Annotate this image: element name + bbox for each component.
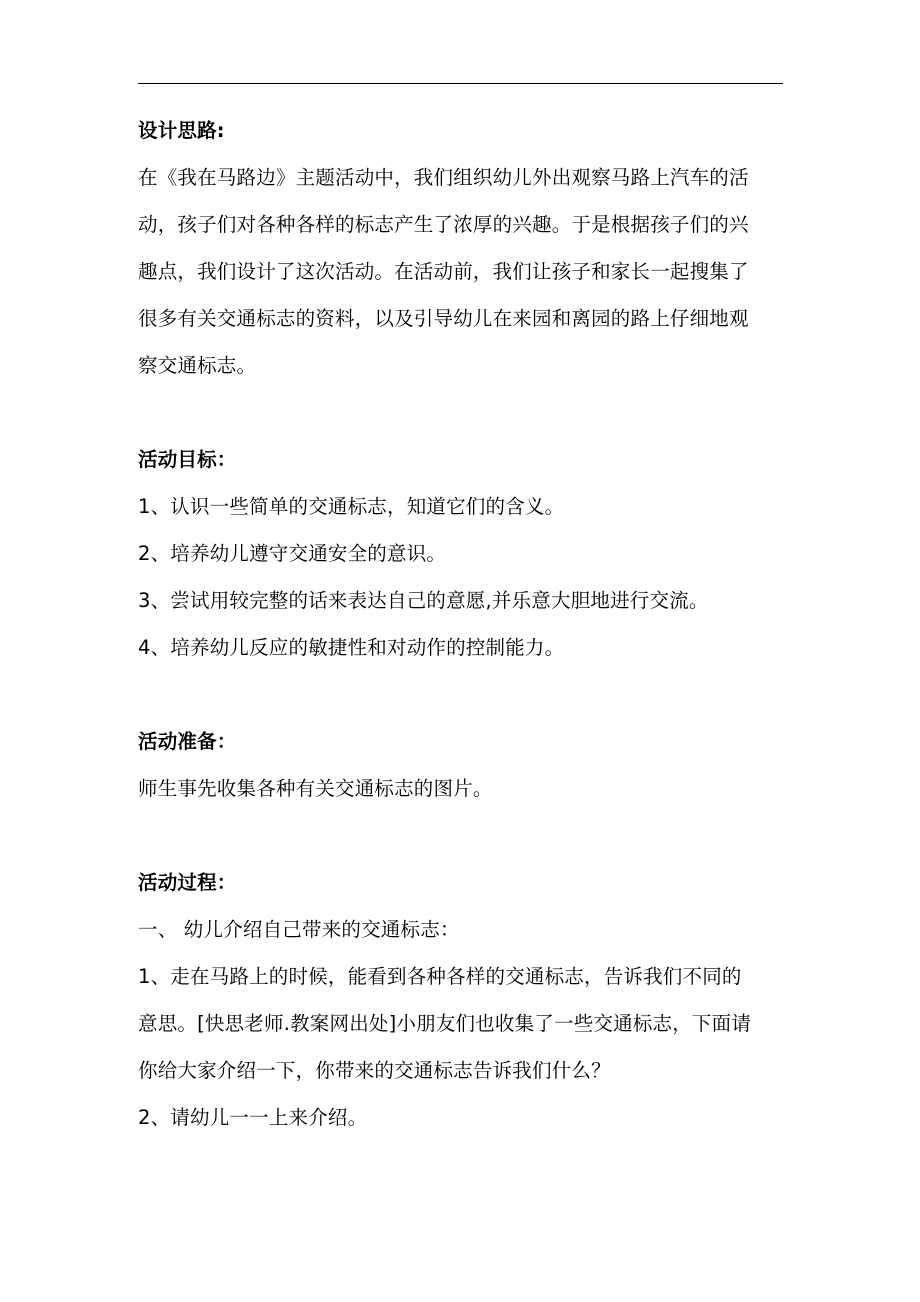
goals-heading: 活动目标： bbox=[138, 448, 237, 471]
header-rule bbox=[138, 83, 783, 84]
goal-item: 4、培养幼儿反应的敏捷性和对动作的控制能力。 bbox=[138, 636, 565, 659]
design-paragraph-line: 察交通标志。 bbox=[138, 354, 257, 377]
design-paragraph-line: 趣点，我们设计了这次活动。在活动前，我们让孩子和家长一起搜集了 bbox=[138, 260, 749, 283]
goal-item: 3、尝试用较完整的话来表达自己的意愿,并乐意大胆地进行交流。 bbox=[138, 589, 709, 612]
process-line: 你给大家介绍一下，你带来的交通标志告诉我们什么？ bbox=[138, 1059, 611, 1082]
design-paragraph-line: 动，孩子们对各种各样的标志产生了浓厚的兴趣。于是根据孩子们的兴 bbox=[138, 213, 749, 236]
goal-item: 1、认识一些简单的交通标志，知道它们的含义。 bbox=[138, 495, 565, 518]
document-body bbox=[138, 118, 788, 1131]
process-line: 意思。[快思老师.教案网出处]小朋友们也收集了一些交通标志，下面请 bbox=[138, 1012, 752, 1035]
design-paragraph-line: 很多有关交通标志的资料，以及引导幼儿在来园和离园的路上仔细地观 bbox=[138, 307, 749, 330]
prep-heading: 活动准备： bbox=[138, 730, 237, 753]
goal-item: 2、培养幼儿遵守交通安全的意识。 bbox=[138, 542, 447, 565]
design-heading: 设计思路: bbox=[138, 119, 225, 142]
process-heading: 活动过程： bbox=[138, 871, 237, 894]
design-paragraph-line: 在《我在马路边》主题活动中，我们组织幼儿外出观察马路上汽车的活 bbox=[138, 166, 749, 189]
process-line: 1、走在马路上的时候，能看到各种各样的交通标志，告诉我们不同的 bbox=[138, 965, 742, 988]
process-line: 2、请幼儿一一上来介绍。 bbox=[138, 1106, 368, 1129]
process-line: 一、 幼儿介绍自己带来的交通标志： bbox=[138, 918, 460, 941]
prep-text: 师生事先收集各种有关交通标志的图片。 bbox=[138, 777, 493, 800]
